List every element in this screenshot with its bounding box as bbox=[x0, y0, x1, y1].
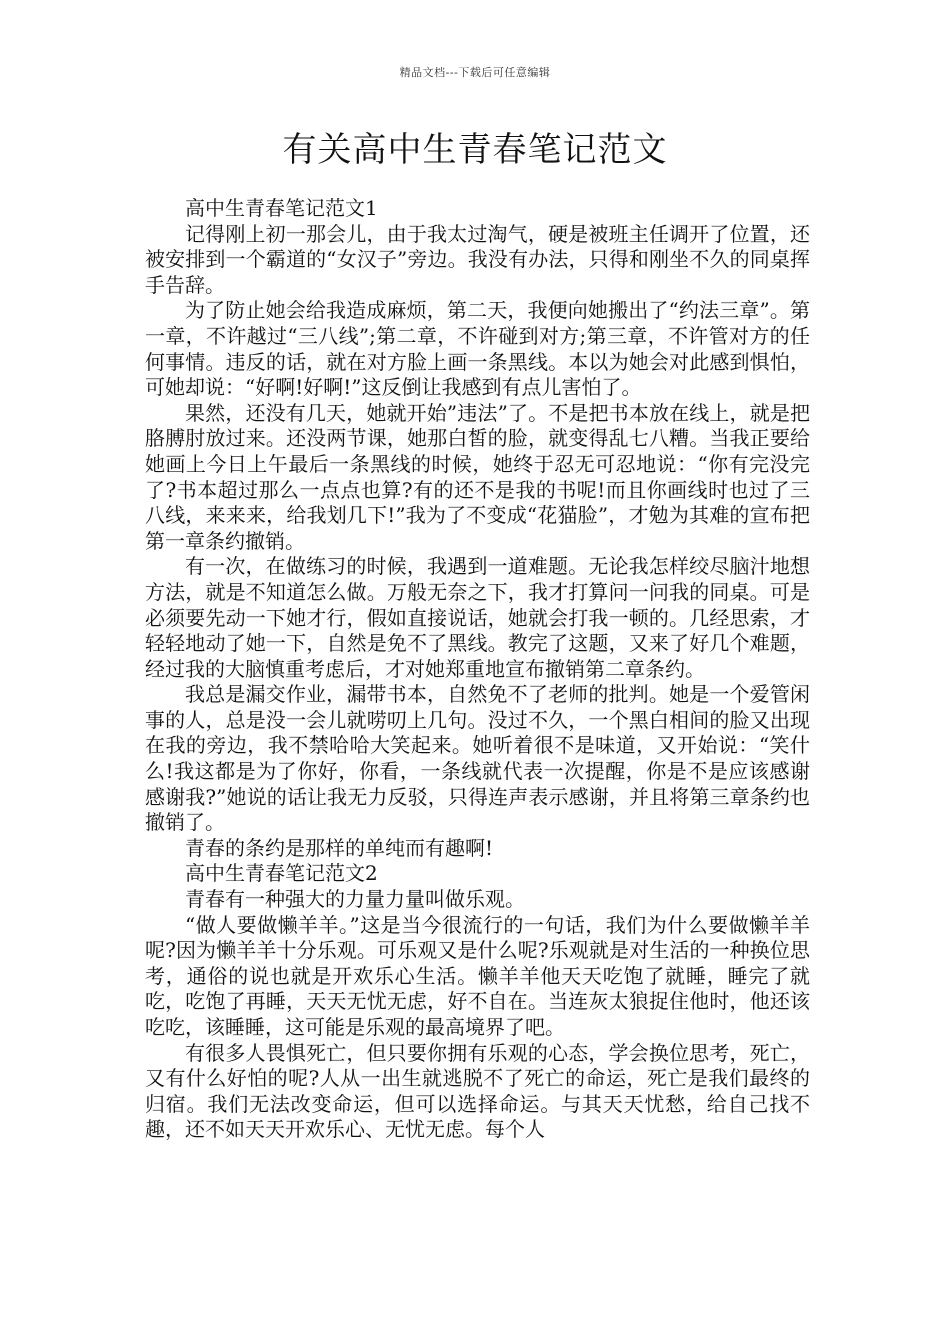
document-title: 有关高中生青春笔记范文 bbox=[282, 130, 668, 170]
body-paragraph: 青春的条约是那样的单纯而有趣啊! bbox=[185, 835, 494, 860]
body-paragraph: 有一次，在做练习的时候，我遇到一道难题。无论我怎样绞尽脑汁地想方法，就是不知道怎么做。万般无奈之下，我才打算问一问我的同桌。可是必须要先动一下她才行，假如直接说话，她就会打我一顿的。几经思索，才轻轻地动了她一下，自然是免不了黑线。教完了这题，又来了好几个难题，经过我的大脑慎重考虑后，才对她郑重地宣布撤销第二章条约。 bbox=[145, 554, 810, 681]
section-heading-2: 高中生青春笔记范文2 bbox=[185, 861, 378, 886]
body-paragraph: 记得刚上初一那会儿，由于我太过淘气，硬是被班主任调开了位置，还被安排到一个霸道的“女汉子”旁边。我没有办法，只得和刚坐不久的同桌挥手告辞。 bbox=[145, 221, 810, 297]
header-note: 精品文档---下载后可任意编辑 bbox=[399, 66, 551, 79]
body-paragraph: 为了防止她会给我造成麻烦，第二天，我便向她搬出了“约法三章”。第一章，不许越过“三八线”;第二章，不许碰到对方;第三章，不许管对方的任何事情。违反的话，就在对方脸上画一条黑线。本以为她会对此感到惧怕，可她却说：“好啊!好啊!”这反倒让我感到有点儿害怕了。 bbox=[145, 298, 810, 400]
body-paragraph: 有很多人畏惧死亡，但只要你拥有乐观的心态，学会换位思考，死亡，又有什么好怕的呢?人从一出生就逃脱不了死亡的命运，死亡是我们最终的归宿。我们无法改变命运，但可以选择命运。与其天天忧愁，给自己找不趣，还不如天天开欢乐心、无忧无虑。每个人 bbox=[145, 1040, 810, 1142]
body-paragraph: 我总是漏交作业，漏带书本，自然免不了老师的批判。她是一个爱管闲事的人，总是没一会儿就唠叨上几句。没过不久，一个黑白相间的脸又出现在我的旁边，我不禁哈哈大笑起来。她听着很不是味道，又开始说：“笑什么!我这都是为了你好，你看，一条线就代表一次提醒，你是不是应该感谢感谢我?”她说的话让我无力反驳，只得连声表示感谢，并且将第三章条约也撤销了。 bbox=[145, 682, 810, 835]
section-heading-1: 高中生青春笔记范文1 bbox=[185, 196, 378, 220]
body-paragraph: 青春有一种强大的力量力量叫做乐观。 bbox=[185, 887, 525, 912]
body-paragraph: “做人要做懒羊羊。”这是当今很流行的一句话，我们为什么要做懒羊羊呢?因为懒羊羊十分乐观。可乐观又是什么呢?乐观就是对生活的一种换位思考，通俗的说也就是开欢乐心生活。懒羊羊他天天吃饱了就睡，睡完了就吃，吃饱了再睡，天天无忧无虑，好不自在。当连灰太狼捉住他时，他还该吃吃，该睡睡，这可能是乐观的最高境界了吧。 bbox=[145, 912, 810, 1039]
document-body bbox=[145, 196, 810, 1143]
body-paragraph: 果然，还没有几天，她就开始”违法”了。不是把书本放在线上，就是把胳膊肘放过来。还没两节课，她那白皙的脸，就变得乱七八糟。当我正要给她画上今日上午最后一条黑线的时候，她终于忍无可忍地说：“你有完没完了?书本超过那么一点点也算?有的还不是我的书呢!而且你画线时也过了三八线，来来来，给我划几下!”我为了不变成“花猫脸”，才勉为其难的宣布把第一章条约撤销。 bbox=[145, 400, 810, 553]
